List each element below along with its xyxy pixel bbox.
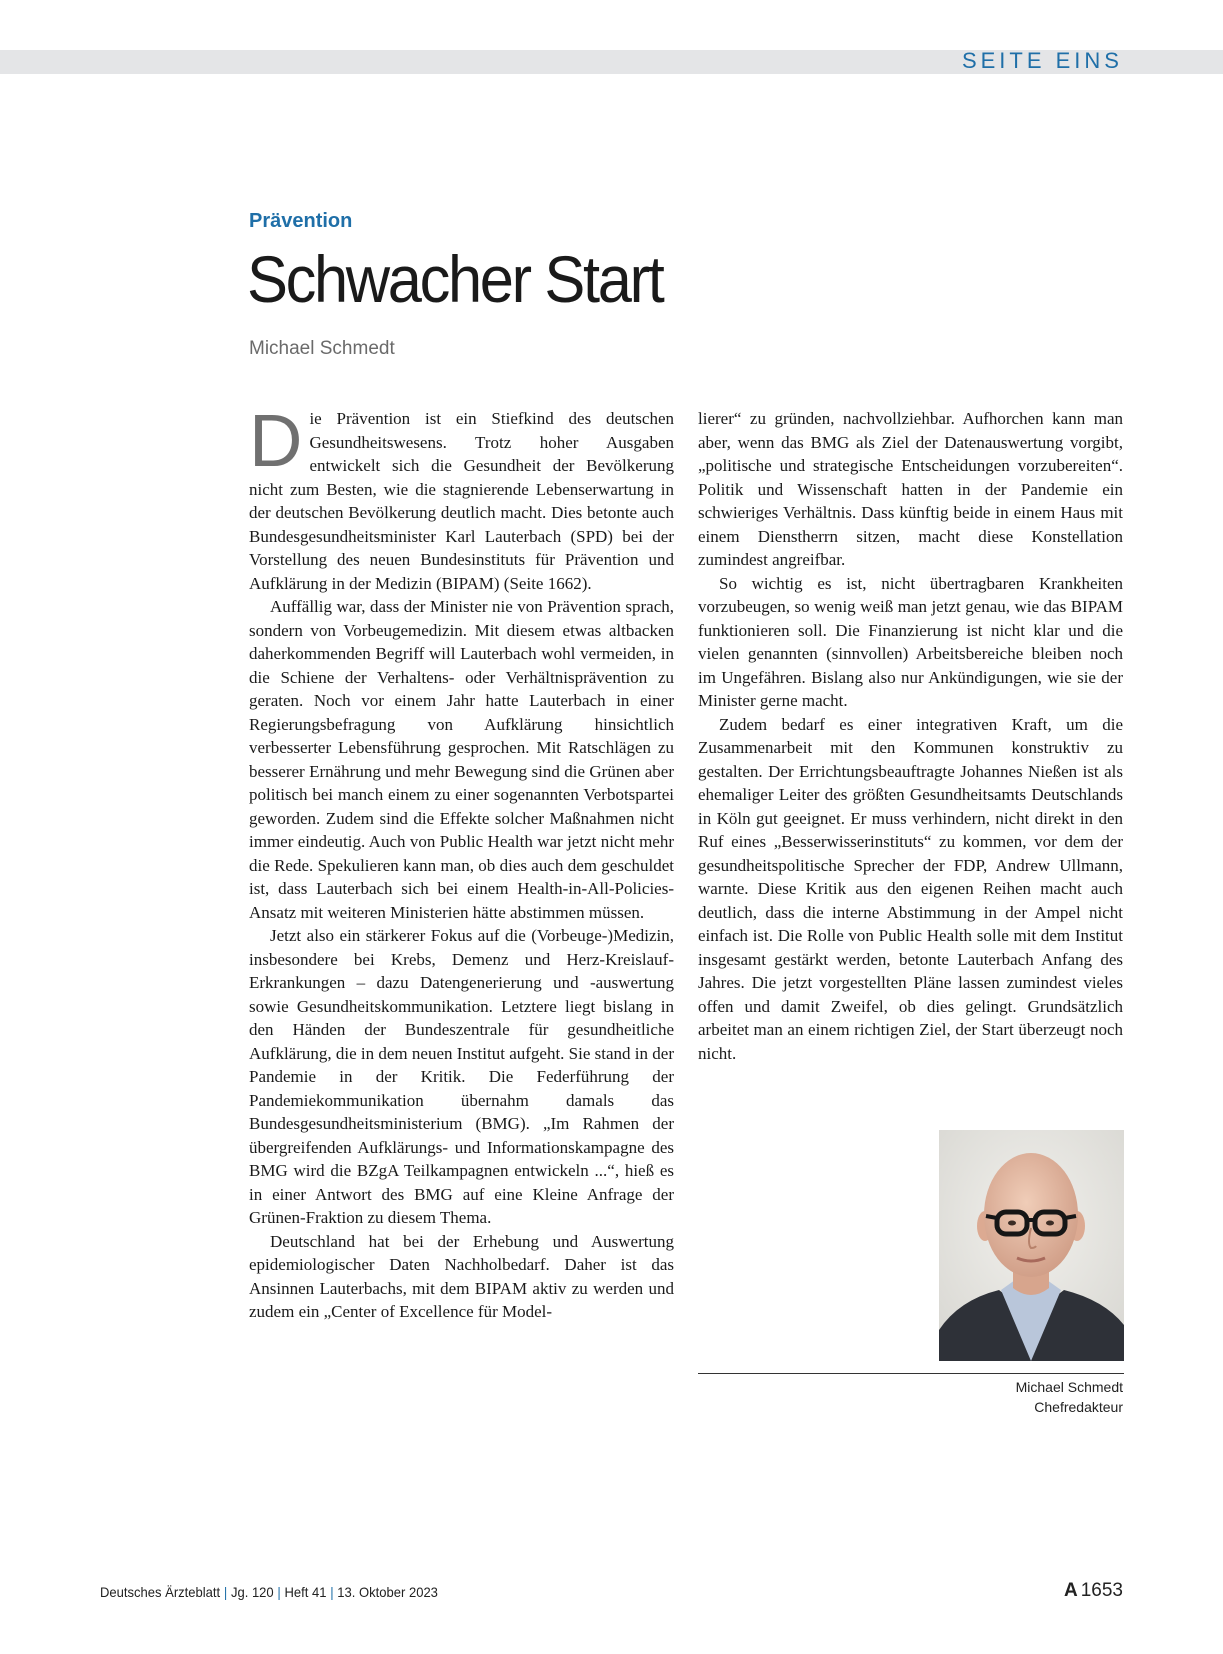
author-photo: [939, 1130, 1124, 1361]
paragraph-4-continued: lierer“ zu gründen, nachvollziehbar. Aufhorchen kann man aber, wenn das BMG als Ziel der Datenauswertung vorgibt, „politische und strategische Entscheidungen vorzubereiten“. Politik und Wissenschaft hatten in der Pandemie ein schwieriges Verhältnis. Dass künftig beide in einem Haus mit einem Dienstherrn sitzen, macht diese Konstellation zumindest angreifbar.: [698, 409, 1123, 569]
footer-publication: Deutsches Ärzteblatt: [100, 1584, 221, 1600]
article-title: Schwacher Start: [247, 242, 663, 316]
footer-volume: Jg. 120: [230, 1584, 274, 1600]
page-prefix: A: [1063, 1580, 1078, 1601]
footer-issue: Heft 41: [284, 1584, 327, 1600]
photo-caption: [1016, 1377, 1123, 1417]
caption-name: Michael Schmedt: [1015, 1379, 1123, 1395]
paragraph-2: Auffällig war, dass der Minister nie von Prävention sprach, sondern von Vorbeugemedizin. Mit diesem etwas altbacken daherkommenden Begriff will Lauterbach wohl vermeiden, in die Schiene der Verhaltens- oder Verhältnisprävention zu geraten. Noch vor einem Jahr hatte Lauterbach in einer Regierungsbefragung von Aufklärung hinsichtlich verbesserter Lebensführung gesprochen. Mit Ratschlägen zu besserer Ernährung und mehr Bewegung sind die Grünen aber politisch bei manch einem zu einer sogenannten Verbotspartei geworden. Zudem sind die Effekte solcher Maßnahmen nicht immer eindeutig. Auch von Public Health war jetzt nicht mehr die Rede. Spekulieren kann man, ob dies auch dem geschuldet ist, dass Lauterbach sich bei einem Health-in-All-Policies-Ansatz mit weiteren Ministerien hätte abstimmen müssen.: [249, 597, 674, 922]
footer-citation: Deutsches Ärzteblatt | Jg. 120 | Heft 41 | 13. Oktober 2023: [100, 1584, 438, 1600]
page-number: [1064, 1580, 1123, 1602]
article-kicker: Prävention: [249, 210, 353, 232]
section-label: SEITE EINS: [961, 48, 1123, 73]
drop-cap: D: [249, 399, 303, 482]
paragraph-1-text: ie Prävention ist ein Stiefkind des deutschen Gesundheitswesens. Trotz hoher Ausgaben entwickelt sich die Gesundheit der Bevölkerung nicht zum Besten, wie die stagnierende Lebenserwartung in der deutschen Bevölkerung deutlich macht. Dies betonte auch Bundesgesundheitsminister Karl Lauterbach (SPD) bei der Vorstellung des neuen Bundesinstituts für Prävention und Aufklärung in der Medizin (BIPAM) (Seite 1662).: [249, 409, 674, 593]
text-column-right: [698, 407, 1123, 1065]
text-column-left: [249, 399, 674, 1324]
paragraph-1: [249, 399, 674, 595]
paragraph-6: Zudem bedarf es einer integrativen Kraft, um die Zusammenarbeit mit den Kommunen konstruktiv zu gestalten. Der Errichtungsbeauftragte Johannes Nießen ist als ehemaliger Leiter des größten Gesundheitsamts Deutschlands in Köln gut geeignet. Er muss verhindern, nicht direkt in den Ruf eines „Besserwisserinstituts“ zu kommen, vor dem der gesundheitspolitische Sprecher der FDP, Andrew Ullmann, warnte. Diese Kritik aus den eigenen Reihen macht auch deutlich, dass die interne Abstimmung in der Ampel nicht einfach ist. Die Rolle von Public Health solle mit dem Institut insgesamt gestärkt werden, betonte Lauterbach Anfang des Jahres. Die jetzt vorgestellten Pläne lassen zumindest vieles offen und damit Zweifel, ob dies gelingt. Grundsätzlich arbeitet man an einem richtigen Ziel, der Start überzeugt noch nicht.: [698, 714, 1123, 1063]
caption-rule: [698, 1373, 1124, 1374]
caption-role: Chefredakteur: [1034, 1399, 1123, 1415]
paragraph-3: Jetzt also ein stärkerer Fokus auf die (Vorbeuge-)Medizin, insbesondere bei Krebs, Demenz und Herz-Kreislauf-Erkrankungen – dazu Datengenerierung und -auswertung sowie Gesundheitskommunikation. Letztere liegt bislang in den Händen der Bundeszentrale für gesundheitliche Aufklärung, die in dem neuen Institut aufgeht. Sie stand in der Pandemie in der Kritik. Die Federführung der Pandemiekommunikation übernahm damals das Bundesgesundheitsministerium (BMG). „Im Rahmen der übergreifenden Aufklärungs- und Informationskampagne des BMG wird die BZgA Teilkampagnen entwickeln ...“, hieß es in einer Antwort des BMG auf eine Kleine Anfrage der Grünen-Fraktion zu diesem Thema.: [249, 926, 674, 1227]
article-author: Michael Schmedt: [249, 338, 395, 359]
paragraph-4: Deutschland hat bei der Erhebung und Auswertung epidemiologischer Daten Nachholbedarf. Daher ist das Ansinnen Lauterbachs, mit dem BIPAM aktiv zu werden und zudem ein „Center of Excellence für Model-: [249, 1231, 674, 1321]
paragraph-5: So wichtig es ist, nicht übertragbaren Krankheiten vorzubeugen, so wenig weiß man jetzt genau, wie das BIPAM funktionieren soll. Die Finanzierung ist nicht klar und die vielen genannten (sinnvollen) Arbeitsbereiche bleiben noch im Ungefähren. Bislang also nur Ankündigungen, wie sie der Minister gerne macht.: [698, 573, 1123, 710]
footer-date: 13. Oktober 2023: [337, 1584, 438, 1600]
page-number-value: 1653: [1080, 1580, 1123, 1601]
